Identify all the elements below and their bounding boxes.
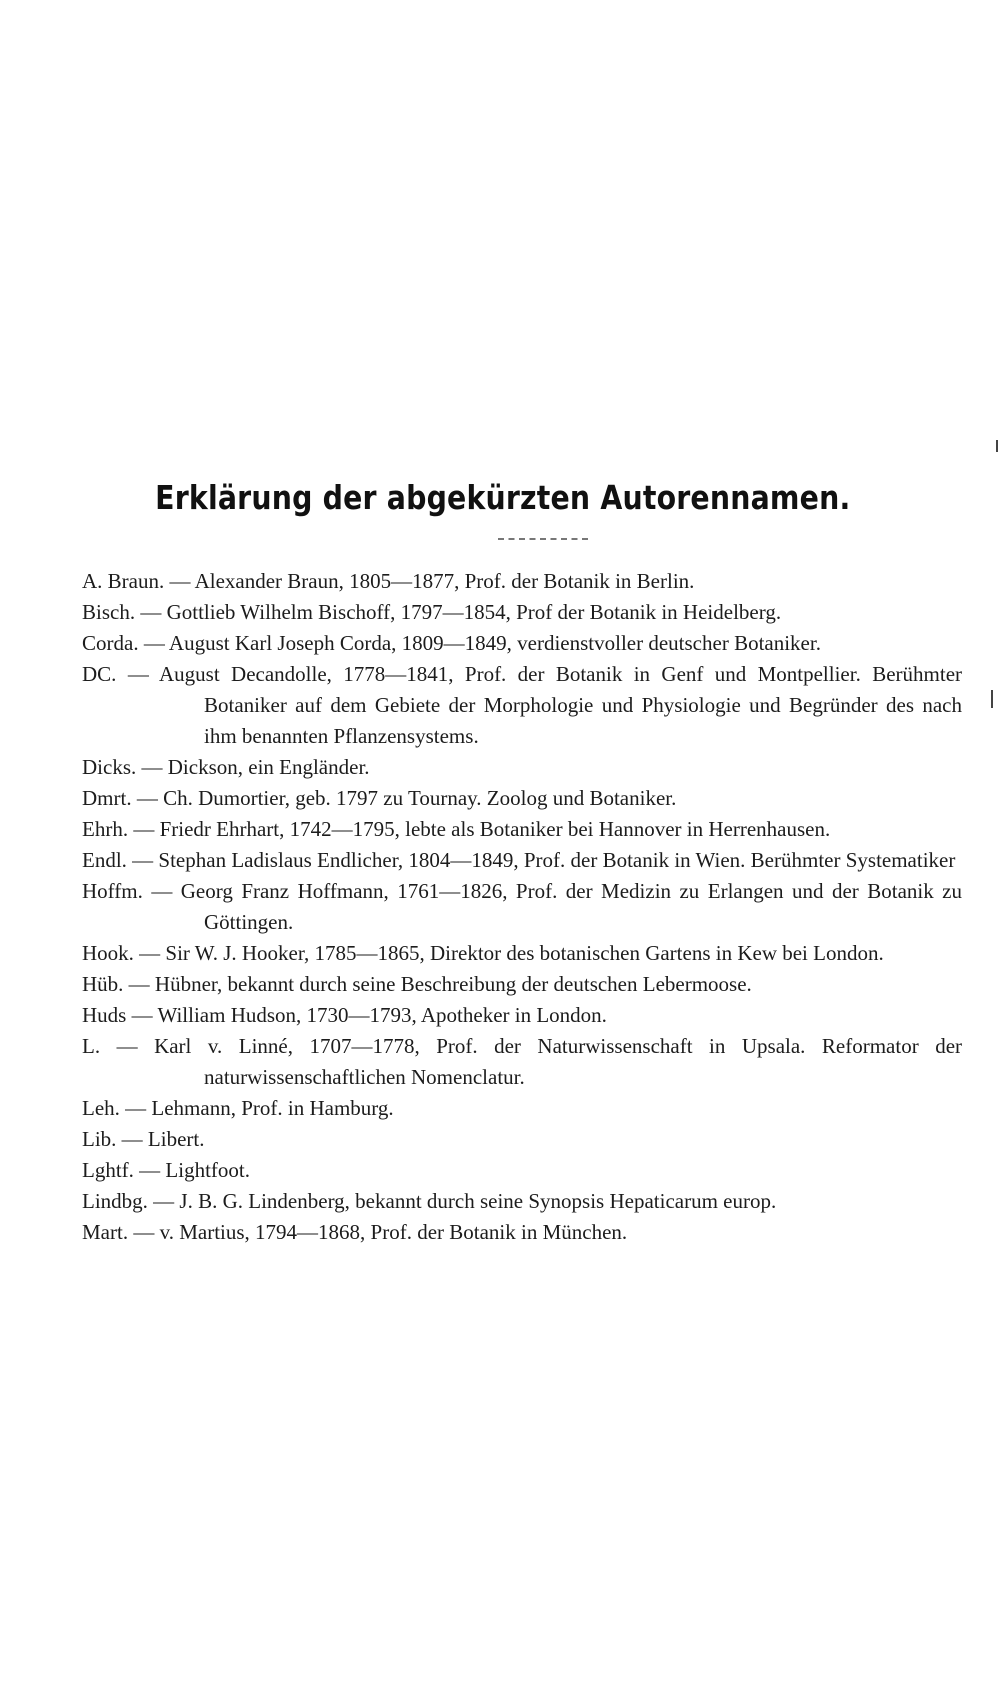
entry-description: — Lehmann, Prof. in Hamburg.	[125, 1096, 394, 1120]
entry-abbreviation: Leh.	[82, 1096, 120, 1120]
list-item	[82, 1000, 962, 1031]
page-edge-mark	[996, 440, 998, 452]
list-item	[82, 1186, 962, 1217]
entry-description: — Ch. Dumortier, geb. 1797 zu Tournay. Zoolog und Botaniker.	[136, 786, 677, 810]
list-item	[82, 1155, 962, 1186]
page-edge-mark	[991, 690, 993, 708]
list-item	[82, 1093, 962, 1124]
entry-abbreviation: L.	[82, 1034, 101, 1058]
page-title: Erklärung der abgekürzten Autorennamen.	[155, 478, 851, 517]
entry-abbreviation: Huds	[82, 1003, 127, 1027]
entry-abbreviation: Hook.	[82, 941, 134, 965]
entry-abbreviation: DC.	[82, 662, 117, 686]
title-divider	[498, 538, 588, 542]
entry-description: — Gottlieb Wilhelm Bischoff, 1797—1854, Prof der Botanik in Heidelberg.	[140, 600, 782, 624]
list-item	[82, 845, 962, 876]
entry-abbreviation: Dicks.	[82, 755, 137, 779]
entry-description: — Libert.	[121, 1127, 205, 1151]
entry-abbreviation: Bisch.	[82, 600, 136, 624]
entry-description: — Alexander Braun, 1805—1877, Prof. der Botanik in Berlin.	[169, 569, 695, 593]
entry-abbreviation: Endl.	[82, 848, 127, 872]
entry-abbreviation: Dmrt.	[82, 786, 132, 810]
entry-description: — Georg Franz Hoffmann, 1761—1826, Prof. der Medizin zu Erlangen und der Botanik zu Göttingen.	[151, 879, 962, 934]
entry-description: — J. B. G. Lindenberg, bekannt durch seine Synopsis Hepaticarum europ.	[153, 1189, 777, 1213]
list-item	[82, 597, 962, 628]
entry-description: — Sir W. J. Hooker, 1785—1865, Direktor des botanischen Gartens in Kew bei London.	[139, 941, 884, 965]
entry-abbreviation: A. Braun.	[82, 569, 165, 593]
list-item	[82, 566, 962, 597]
list-item	[82, 1217, 962, 1248]
entry-description: — Stephan Ladislaus Endlicher, 1804—1849, Prof. der Botanik in Wien. Berühmter Systematiker	[132, 848, 956, 872]
entry-abbreviation: Corda.	[82, 631, 139, 655]
list-item	[82, 876, 962, 938]
entry-description: — Karl v. Linné, 1707—1778, Prof. der Naturwissenschaft in Upsala. Reformator der naturwissenschaftlichen Nomenclatur.	[116, 1034, 963, 1089]
entry-abbreviation: Lib.	[82, 1127, 117, 1151]
list-item	[82, 752, 962, 783]
entry-description: — August Decandolle, 1778—1841, Prof. der Botanik in Genf und Montpellier. Berühmter Botaniker auf dem Gebiete der Morphologie und Physiologie und Begründer des nach ihm benannten Pflanzensystems.	[127, 662, 963, 748]
entry-description: — Friedr Ehrhart, 1742—1795, lebte als Botaniker bei Hannover in Herrenhausen.	[133, 817, 831, 841]
entry-description: — Dickson, ein Engländer.	[141, 755, 370, 779]
abbreviation-list	[82, 566, 962, 1248]
list-item	[82, 969, 962, 1000]
list-item	[82, 783, 962, 814]
entry-abbreviation: Ehrh.	[82, 817, 129, 841]
entry-abbreviation: Lindbg.	[82, 1189, 148, 1213]
list-item	[82, 938, 962, 969]
entry-description: — William Hudson, 1730—1793, Apotheker in London.	[131, 1003, 607, 1027]
list-item	[82, 1031, 962, 1093]
list-item	[82, 628, 962, 659]
entry-description: — v. Martius, 1794—1868, Prof. der Botanik in München.	[133, 1220, 628, 1244]
entry-description: — Hübner, bekannt durch seine Beschreibung der deutschen Lebermoose.	[128, 972, 752, 996]
list-item	[82, 1124, 962, 1155]
entry-abbreviation: Hoffm.	[82, 879, 143, 903]
list-item	[82, 659, 962, 752]
entry-abbreviation: Mart.	[82, 1220, 129, 1244]
entry-description: — Lightfoot.	[139, 1158, 250, 1182]
entry-description: — August Karl Joseph Corda, 1809—1849, verdienstvoller deutscher Botaniker.	[143, 631, 821, 655]
entry-abbreviation: Lghtf.	[82, 1158, 134, 1182]
entry-abbreviation: Hüb.	[82, 972, 124, 996]
list-item	[82, 814, 962, 845]
